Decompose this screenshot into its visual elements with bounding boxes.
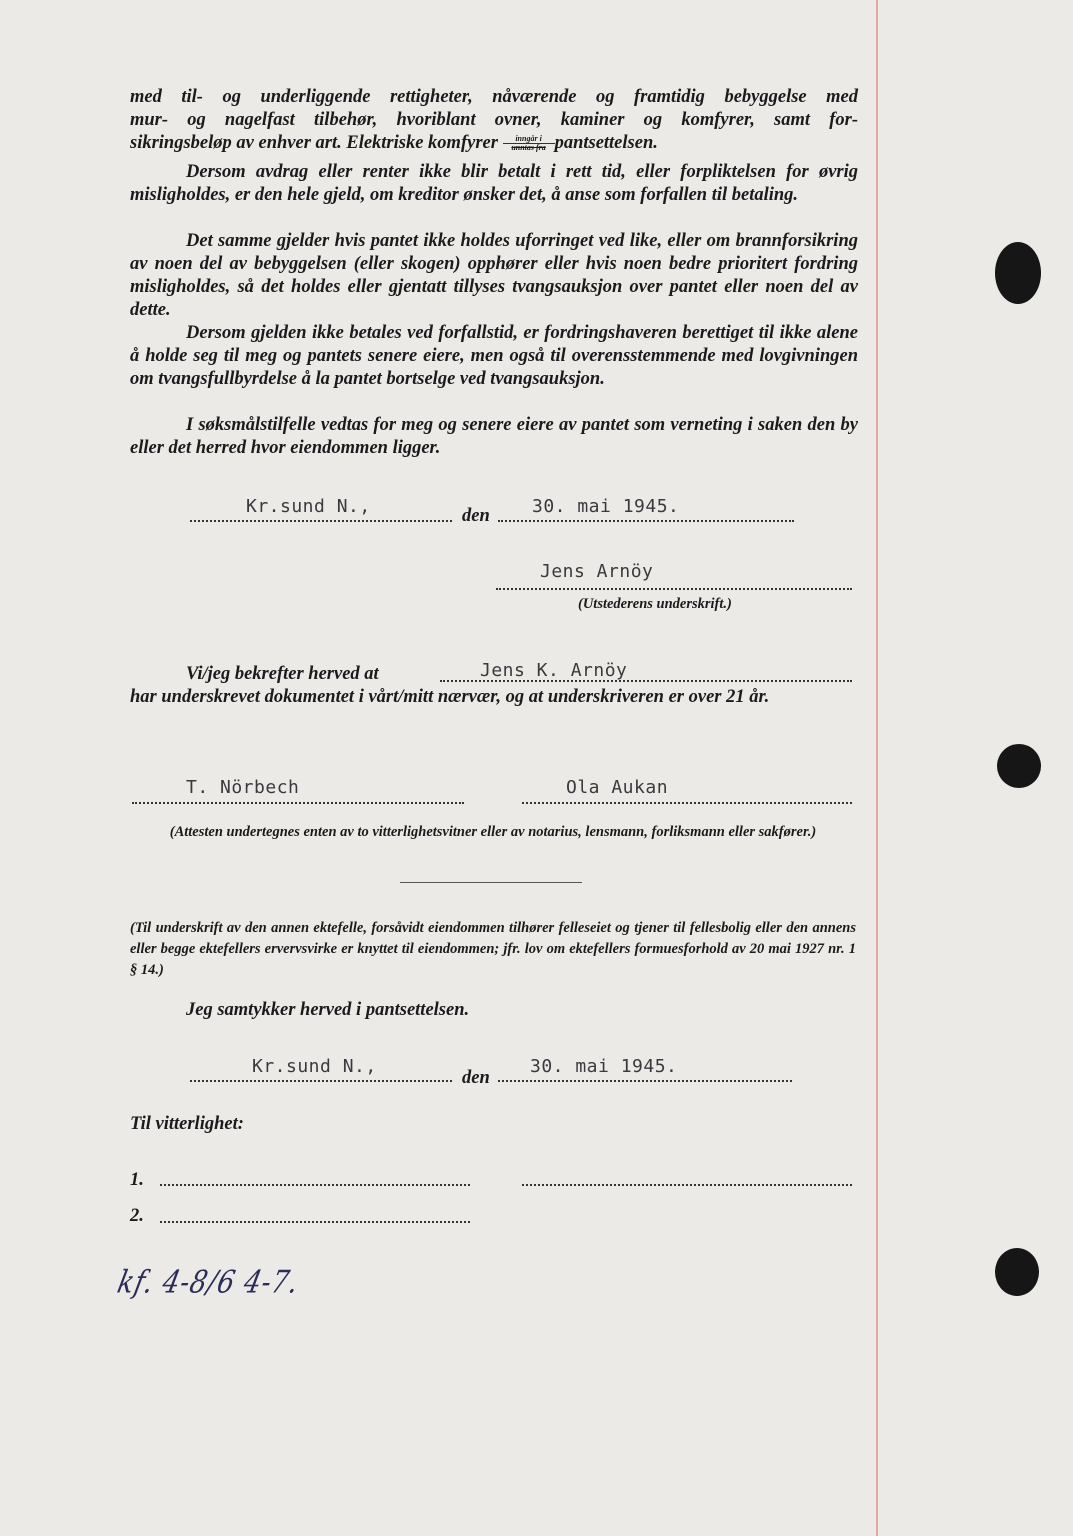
date-dotted-line-1 — [498, 520, 794, 522]
binder-hole-top — [995, 242, 1041, 304]
attest-text-a: Vi/jeg bekrefter herved at — [186, 664, 379, 684]
witness2-signature: Ola Aukan — [566, 777, 669, 798]
para1-line3-b: pantsettelsen. — [554, 133, 658, 153]
den-label-2: den — [462, 1068, 490, 1088]
den-label-1: den — [462, 506, 490, 526]
date-value-2: 30. mai 1945. — [530, 1056, 678, 1077]
binder-hole-middle — [997, 744, 1041, 788]
spouse-consent: Jeg samtykker herved i pantsettelsen. — [186, 1000, 470, 1020]
date-dotted-line-2 — [498, 1080, 792, 1082]
section-divider — [400, 882, 582, 883]
place-value-1: Kr.sund N., — [246, 496, 371, 517]
place-dotted-line-2 — [190, 1080, 452, 1082]
inclusion-stamp: $\frac{\text{inngår i}}{\text{unntas fra}}$ — [503, 135, 555, 152]
handwritten-reference: kf. 4-8/6 4-7. — [114, 1265, 303, 1301]
witness-block-title: Til vitterlighet: — [130, 1114, 244, 1134]
place-value-2: Kr.sund N., — [252, 1056, 377, 1077]
margin-line — [876, 0, 878, 1536]
witness2-line — [522, 802, 852, 804]
spouse-note: (Til underskrift av den annen ektefelle, forsåvidt eiendommen tilhører felleseiet og tjener til fellesbolig eller den annens eller begge ektefellers ervervsvirke er knyttet til eiendommen; jfr. lov om ektefellers formuesforhold av 20 mai 1927 nr. 1 § 14.) — [130, 920, 856, 978]
attest-note: (Attesten undertegnes enten av to vitterlighetsvitner eller av notarius, lensmann, forliksmann eller sakfører.) — [169, 824, 817, 840]
para1-line2: mur- og nagelfast tilbehør, hvoriblant ovner, kaminer og komfyrer, samt for- — [130, 110, 858, 130]
witness1-line — [132, 802, 464, 804]
witness1-signature: T. Nörbech — [186, 777, 300, 798]
witness-line-2a — [160, 1221, 470, 1223]
issuer-signature-line — [496, 588, 852, 590]
attest-text-b: har underskrevet dokumentet i vårt/mitt nærvær, og at underskriveren er over 21 år. — [130, 687, 770, 707]
paragraph-default: Dersom avdrag eller renter ikke blir betalt i rett tid, eller forpliktelsen for øvrig misligholdes, er den hele gjeld, om kreditor ønsker det, å anse som forfallen til betaling. — [130, 162, 858, 205]
paragraph-deterioration: Det samme gjelder hvis pantet ikke holdes uforringet ved like, eller om brannforsikring av noen del av bebyggelsen (eller skogen) opphører eller hvis noen bedre prioritert fordring misligholdes, så det holdes eller gjentatt tillyses tvangsauksjon over pantet eller noen del av dette. — [130, 231, 858, 320]
para1-line3-a: sikringsbeløp av enhver art. Elektriske komfyrer — [130, 133, 498, 153]
paragraph-venue: I søksmålstilfelle vedtas for meg og senere eiere av pantet som verneting i saken den by eller det herred hvor eiendommen ligger. — [130, 415, 858, 458]
attest-name: Jens K. Arnöy — [480, 660, 628, 681]
para1-line1: med til- og underliggende rettigheter, nåværende og framtidig bebyggelse med — [130, 87, 858, 107]
witness-number-2: 2. — [130, 1206, 144, 1226]
paragraph-enforcement: Dersom gjelden ikke betales ved forfallstid, er fordringshaveren berettiget til ikke alene å holde seg til meg og pantets senere eiere, men også til overensstemmende med lovgivningen om tvangsfullbyrdelse å la pantet bortselge ved tvangsauksjon. — [130, 323, 858, 389]
para1-line3 — [130, 132, 858, 155]
issuer-signature: Jens Arnöy — [540, 561, 654, 582]
witness-line-1b — [522, 1184, 852, 1186]
date-value-1: 30. mai 1945. — [532, 496, 680, 517]
binder-hole-bottom — [995, 1248, 1039, 1296]
witness-line-1a — [160, 1184, 470, 1186]
place-dotted-line-1 — [190, 520, 452, 522]
issuer-caption: (Utstederens underskrift.) — [578, 596, 732, 612]
paragraph-property-description — [130, 86, 858, 155]
witness-number-1: 1. — [130, 1170, 144, 1190]
